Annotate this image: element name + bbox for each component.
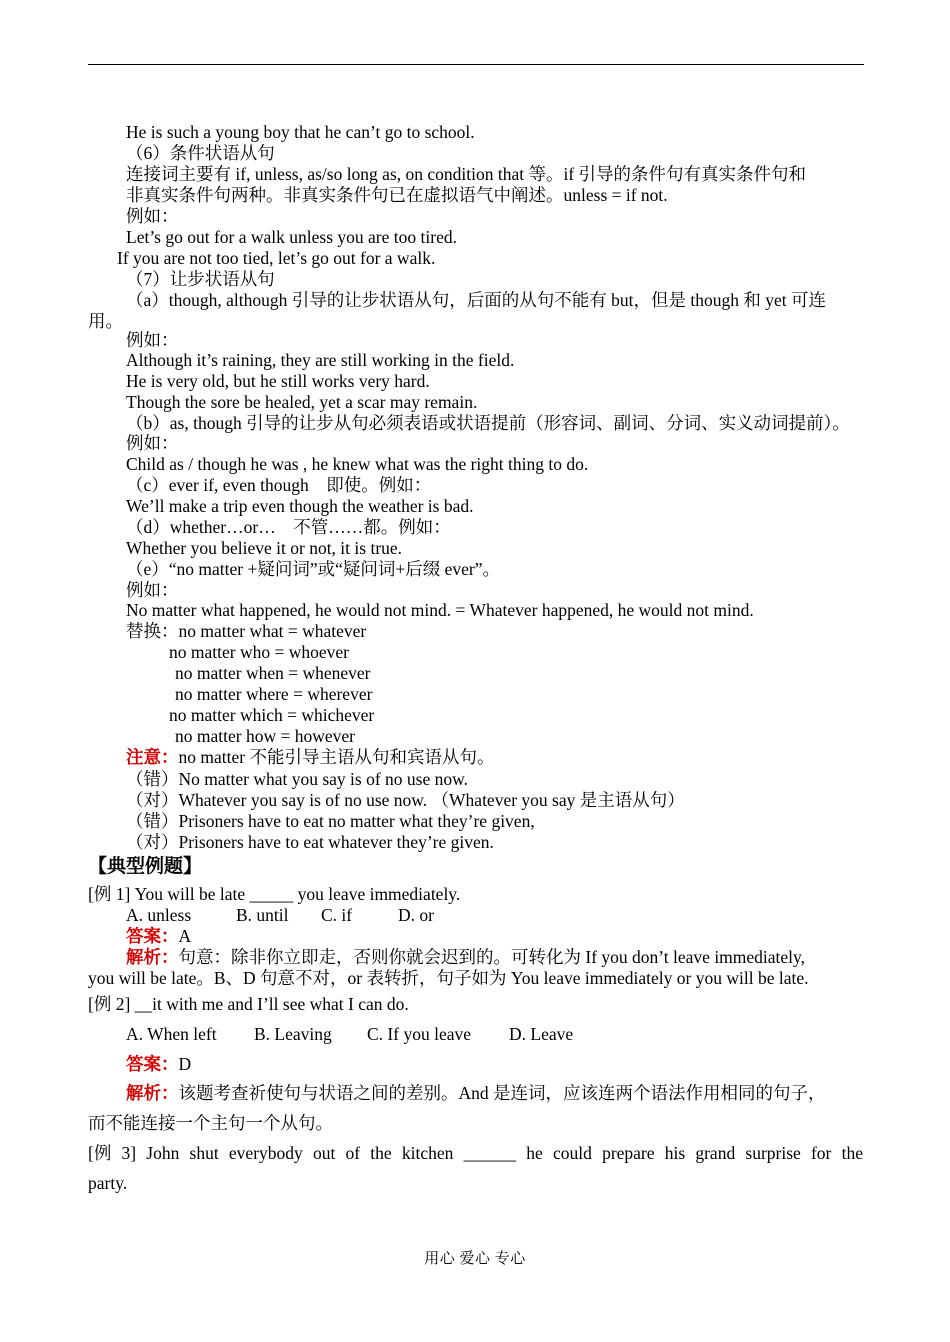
wrong-example: （错）Prisoners have to eat no matter what they’re given,: [126, 811, 535, 831]
example-sentence: Let’s go out for a walk unless you are too tired.: [126, 227, 457, 247]
q-word: could: [552, 1143, 592, 1163]
answer-label: 答案：: [126, 926, 179, 946]
ex3-question: [88, 1143, 863, 1164]
section-title: 【典型例题】: [88, 855, 203, 877]
body-text: （e）“no matter +疑问词”或“疑问词+后缀 ever”。: [126, 559, 501, 579]
q-word: surprise: [745, 1143, 801, 1163]
replacement-line: no matter where = wherever: [175, 684, 373, 704]
q-word: grand: [695, 1143, 736, 1163]
q-blank: ______: [463, 1143, 517, 1163]
subsection-heading: （6）条件状语从句: [126, 143, 275, 163]
example-label: 例如：: [126, 206, 179, 226]
example-sentence: Child as / though he was , he knew what was the right thing to do.: [126, 454, 589, 474]
ex2-question: [例 2] __it with me and I’ll see what I can do.: [88, 994, 409, 1014]
ex2-option-a: A. When left: [126, 1024, 217, 1044]
replacement-line: no matter how = however: [175, 726, 355, 746]
example-sentence: Whether you believe it or not, it is true.: [126, 538, 403, 558]
replacement-line: no matter which = whichever: [169, 705, 375, 725]
q-word: everybody: [228, 1143, 303, 1163]
ex1-analysis: [126, 947, 805, 968]
replacement-line: no matter when = whenever: [175, 663, 371, 683]
q-word: shut: [189, 1143, 219, 1163]
example-label: 例如：: [126, 330, 179, 350]
analysis-text: 该题考查祈使句与状语之间的差别。And 是连词，应该连两个语法作用相同的句子，: [178, 1083, 826, 1103]
q-word: 3]: [121, 1143, 137, 1163]
ex2-analysis-cont: 而不能连接一个主句一个从句。: [88, 1113, 333, 1133]
q-word: the: [841, 1143, 863, 1163]
body-text: （a）though, although 引导的让步状语从句，后面的从句不能有 but，但是 though 和 yet 可连: [126, 290, 826, 310]
q-word: the: [370, 1143, 392, 1163]
analysis-label: 解析：: [126, 947, 179, 967]
q-word: prepare: [602, 1143, 655, 1163]
example-sentence: No matter what happened, he would not mind. = Whatever happened, he would not mind.: [126, 600, 754, 620]
ex1-question: [例 1] You will be late _____ you leave immediately.: [88, 884, 461, 904]
answer-label: 答案：: [126, 1054, 179, 1074]
ex2-answer: [126, 1054, 191, 1075]
answer-value: A: [178, 926, 192, 946]
body-text: （b）as, though 引导的让步从句必须表语或状语提前（形容词、副词、分词、实义动词提前）。: [126, 413, 850, 433]
q-word: kitchen: [401, 1143, 454, 1163]
q-word: John: [146, 1143, 180, 1163]
page-footer: 用心 爱心 专心: [424, 1251, 526, 1267]
ex2-option-b: B. Leaving: [254, 1024, 332, 1044]
example-sentence: He is very old, but he still works very hard.: [126, 371, 430, 391]
example-sentence: He is such a young boy that he can’t go to school.: [126, 122, 475, 142]
ex2-option-d: D. Leave: [509, 1024, 574, 1044]
q-word: for: [810, 1143, 832, 1163]
body-text: 非真实条件句两种。非真实条件句已在虚拟语气中阐述。unless = if not.: [126, 185, 668, 205]
ex1-option-d: D. or: [398, 905, 434, 925]
example-sentence: If you are not too tied, let’s go out for a walk.: [117, 248, 436, 268]
ex2-analysis: [126, 1083, 826, 1104]
ex1-option-c: C. if: [321, 905, 353, 925]
q-word: he: [526, 1143, 543, 1163]
example-sentence: We’ll make a trip even though the weather is bad.: [126, 496, 474, 516]
q-word: of: [345, 1143, 361, 1163]
example-label: 例如：: [126, 580, 179, 600]
body-text: （c）ever if, even though 即使。例如：: [126, 475, 432, 495]
header-rule: [88, 64, 864, 65]
wrong-example: （错）No matter what you say is of no use now.: [126, 769, 469, 789]
ex1-option-b: B. until: [236, 905, 289, 925]
subsection-heading: （7）让步状语从句: [126, 269, 275, 289]
replacement-line: no matter who = whoever: [169, 642, 349, 662]
example-label: 例如：: [126, 433, 179, 453]
q-word: [例: [88, 1143, 112, 1163]
ex2-option-c: C. If you leave: [367, 1024, 471, 1044]
q-word: his: [664, 1143, 686, 1163]
body-text: （d）whether…or… 不管……都。例如：: [126, 517, 451, 537]
q-word: out: [312, 1143, 336, 1163]
ex3-question-cont: party.: [88, 1173, 128, 1193]
body-text: 用。: [88, 311, 123, 331]
body-text: 连接词主要有 if, unless, as/so long as, on condition that 等。if 引导的条件句有真实条件句和: [126, 164, 807, 184]
correct-example: （对）Whatever you say is of no use now. （Whatever you say 是主语从句）: [126, 790, 685, 810]
note-label: 注意：: [126, 747, 179, 767]
answer-value: D: [178, 1054, 192, 1074]
note-line: [126, 747, 494, 768]
correct-example: （对）Prisoners have to eat whatever they’re given.: [126, 832, 494, 852]
note-text: no matter 不能引导主语从句和宾语从句。: [178, 747, 495, 767]
example-sentence: Though the sore be healed, yet a scar may remain.: [126, 392, 478, 412]
example-sentence: Although it’s raining, they are still working in the field.: [126, 350, 515, 370]
replacement-line: 替换：no matter what = whatever: [126, 621, 367, 641]
analysis-label: 解析：: [126, 1083, 179, 1103]
ex1-answer: [126, 926, 191, 947]
ex1-option-a: A. unless: [126, 905, 192, 925]
ex1-analysis-cont: you will be late。B、D 句意不对，or 表转折，句子如为 You leave immediately or you will be late.: [88, 968, 809, 988]
analysis-text: 句意：除非你立即走，否则你就会迟到的。可转化为 If you don’t leave immediately,: [178, 947, 806, 967]
